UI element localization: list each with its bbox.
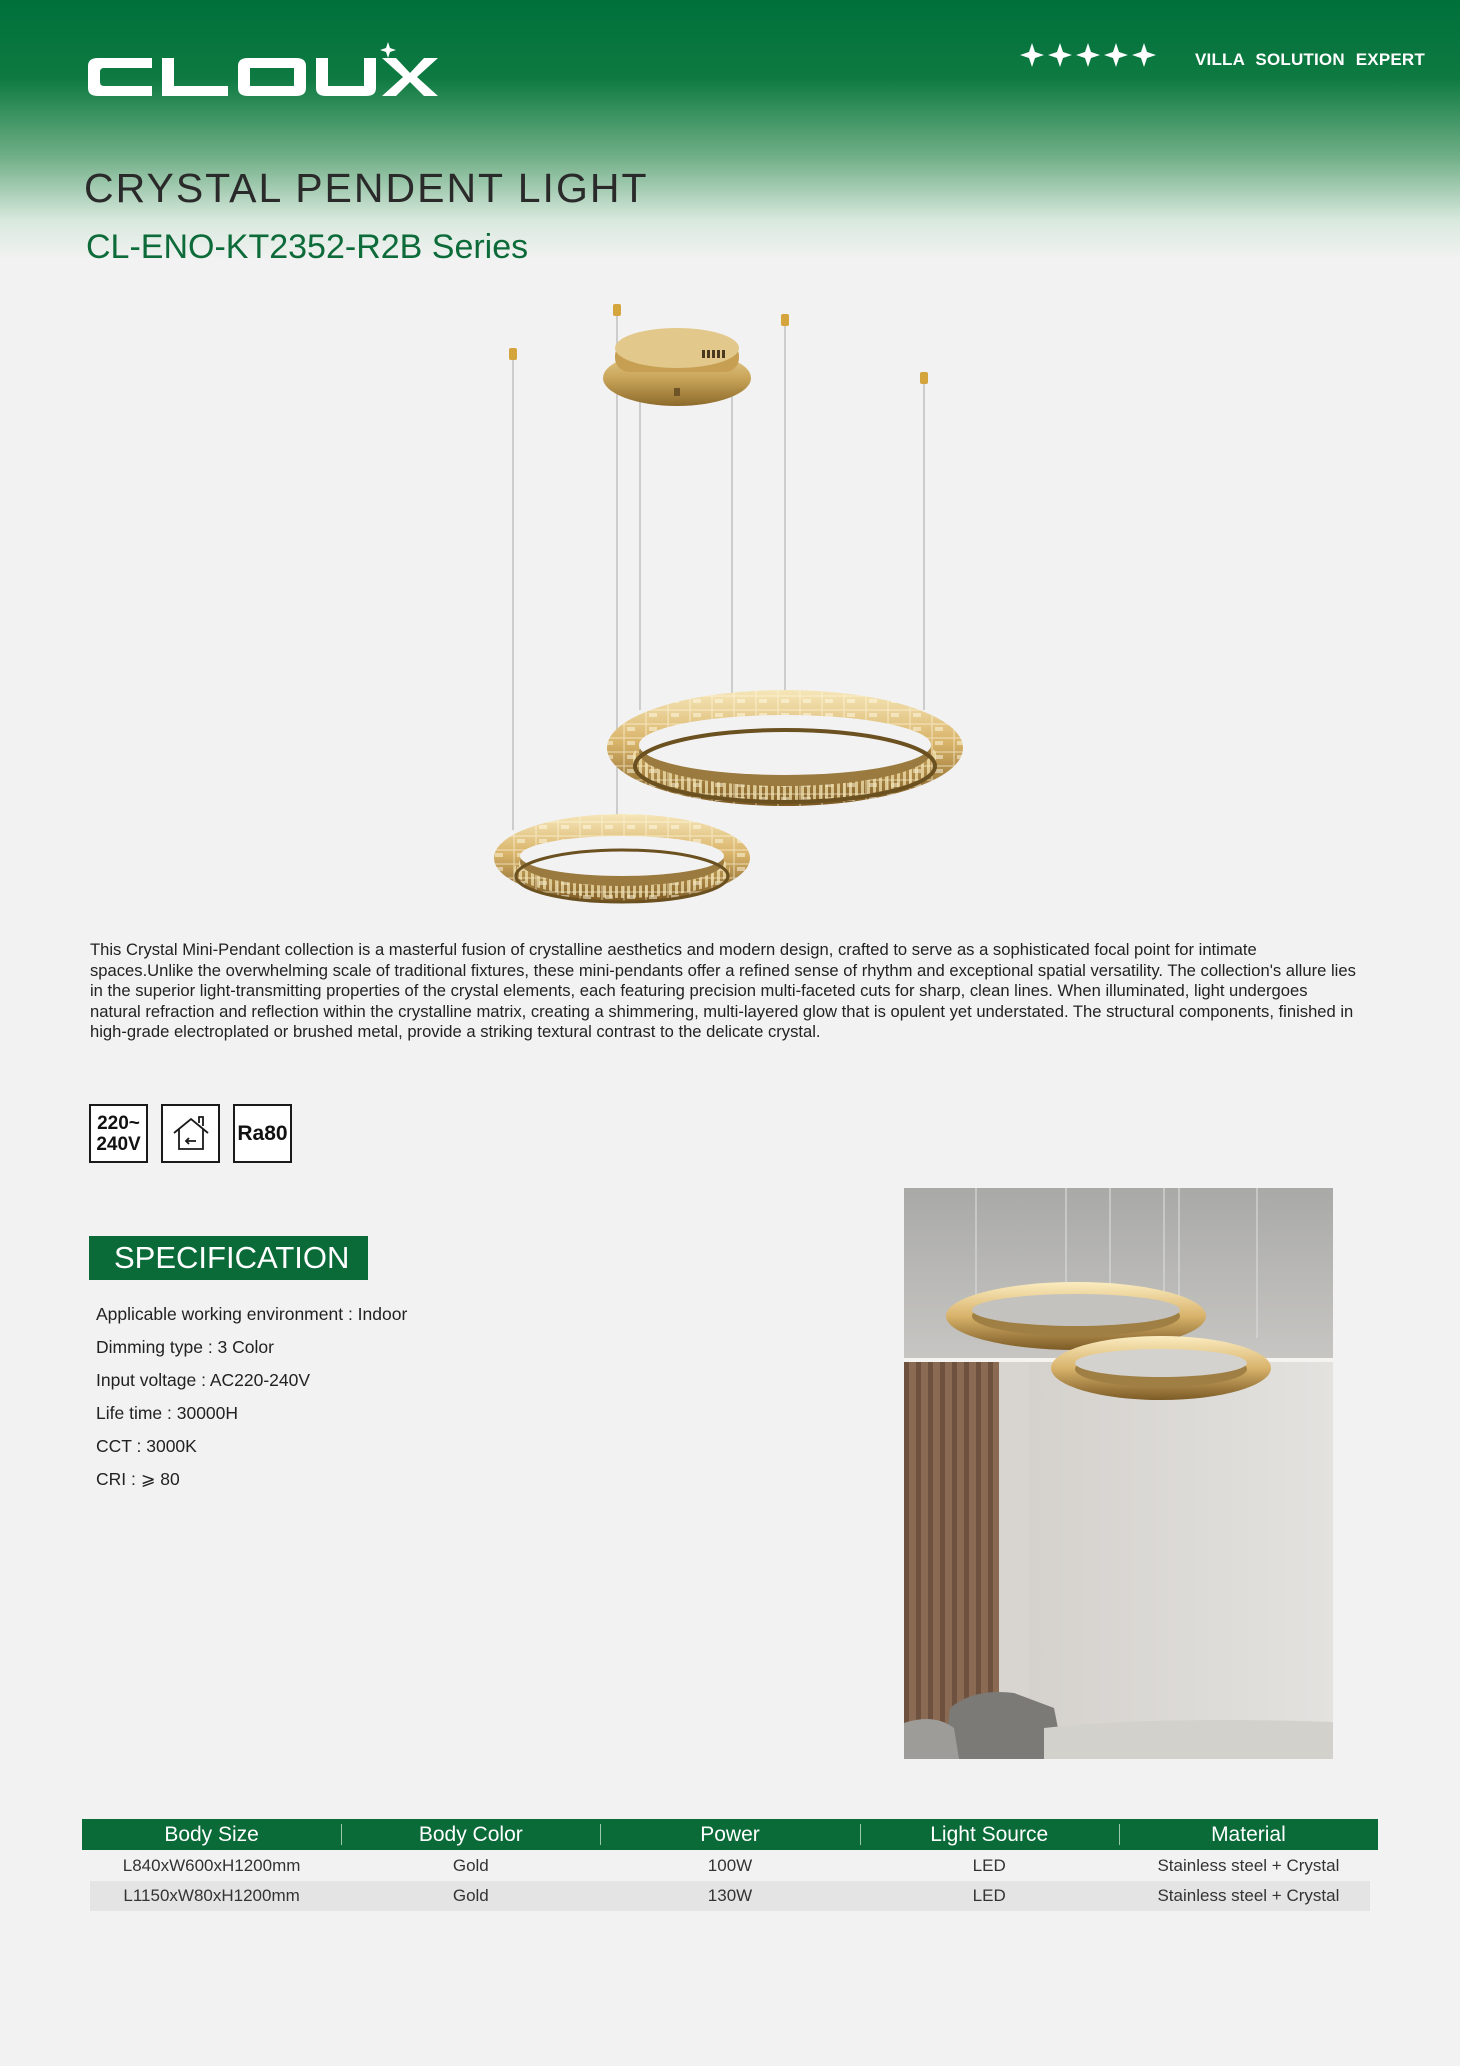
spec-item: Dimming type : 3 Color <box>96 1337 274 1357</box>
specification-list <box>96 1302 407 1500</box>
table-header-cell: Light Source <box>860 1819 1119 1850</box>
feature-badges <box>89 1104 292 1163</box>
product-series: CL-ENO-KT2352-R2B Series <box>86 228 529 266</box>
specification-header: SPECIFICATION <box>89 1236 368 1280</box>
spec-item: Applicable working environment : Indoor <box>96 1304 408 1324</box>
product-description: This Crystal Mini-Pendant collection is a masterful fusion of crystalline aesthetics and modern design, crafted to serve as a sophisticated focal point for intimate spaces.Unlike the overwhelming scale of traditional fixtures, these mini-pendants offer a refined sense of rhythm and exceptional spatial versatility. The collection's allure lies in the superior light-transmitting properties of the crystal elements, each featuring precision multi-faceted cuts for sharp, clean lines. When illuminated, light undergoes natural refraction and reflection within the crystalline matrix, creating a shimmering, multi-layered glow that is opulent yet understated. The structural components, finished in high-grade electroplated or brushed metal, provide a striking textural contrast to the delicate crystal. <box>90 940 1356 1041</box>
table-cell: Stainless steel + Crystal <box>1157 1886 1340 1905</box>
table-header-cell: Body Color <box>341 1819 600 1850</box>
cloux-logo <box>82 40 442 110</box>
table-cell: Gold <box>452 1886 489 1905</box>
spec-item: CRI : ⩾ 80 <box>96 1469 180 1489</box>
spec-item: Input voltage : AC220-240V <box>96 1370 311 1390</box>
product-table-header <box>82 1819 1378 1850</box>
table-cell: LED <box>972 1886 1006 1905</box>
voltage-line-1: 220~ <box>97 1112 140 1134</box>
product-table-body <box>82 1851 1378 1911</box>
voltage-badge <box>89 1104 148 1163</box>
header-background <box>0 0 1460 260</box>
table-cell: L1150xW80xH1200mm <box>123 1886 300 1905</box>
large-crystal-ring <box>607 690 963 806</box>
pendant-product-image <box>470 290 990 915</box>
table-header-cell: Power <box>600 1819 859 1850</box>
product-title: CRYSTAL PENDENT LIGHT <box>84 165 649 211</box>
table-cell: LED <box>972 1856 1006 1875</box>
indoor-house-icon <box>161 1104 220 1163</box>
spec-item: Life time : 30000H <box>96 1403 239 1423</box>
cri-badge: Ra80 <box>233 1104 292 1163</box>
room-scene-photo <box>904 1188 1333 1759</box>
small-crystal-ring <box>494 814 750 902</box>
table-cell: 100W <box>707 1856 753 1875</box>
table-header-cell: Body Size <box>164 1823 259 1846</box>
voltage-line-2: 240V <box>96 1133 141 1155</box>
table-cell: Gold <box>452 1856 489 1875</box>
brand-tagline: VILLA SOLUTION EXPERT <box>1195 50 1425 69</box>
table-cell: Stainless steel + Crystal <box>1157 1856 1340 1875</box>
table-cell: 130W <box>707 1886 753 1905</box>
table-row <box>82 1851 1378 1881</box>
table-row <box>90 1881 1370 1911</box>
five-stars-icon <box>1018 40 1160 70</box>
table-cell: L840xW600xH1200mm <box>122 1856 301 1875</box>
spec-item: CCT : 3000K <box>96 1436 197 1456</box>
table-header-cell: Material <box>1119 1819 1378 1850</box>
